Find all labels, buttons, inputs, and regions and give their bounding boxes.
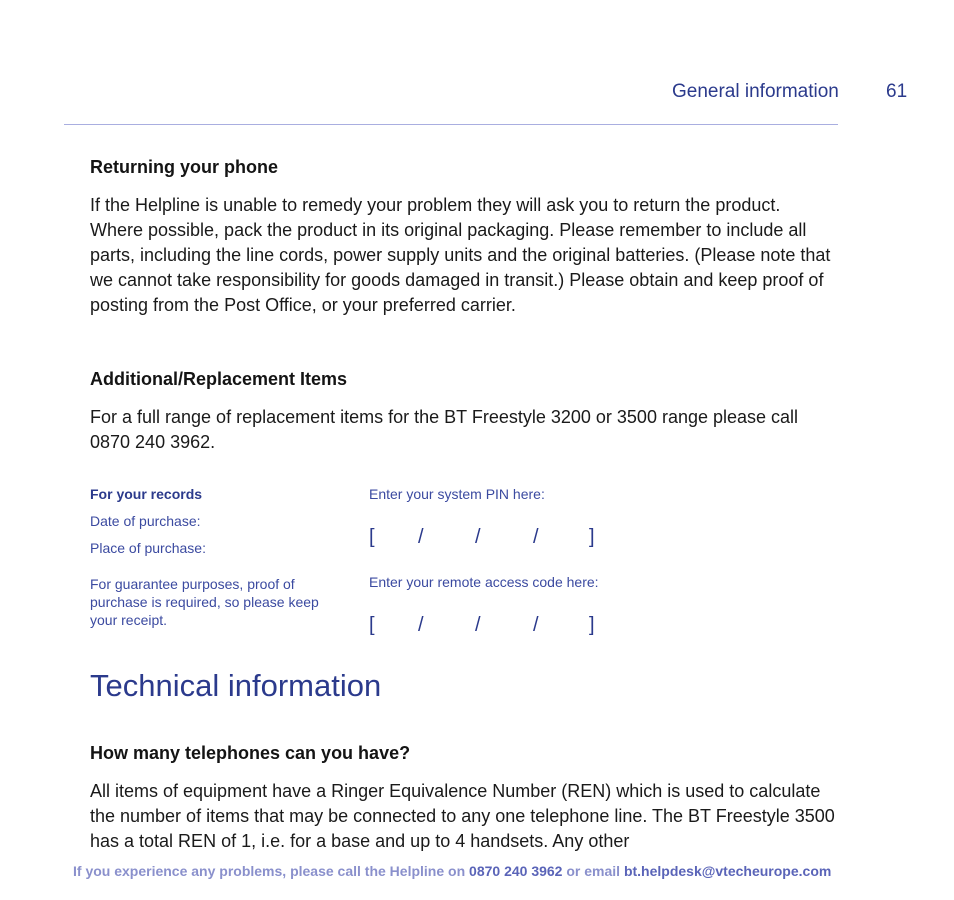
close-bracket: ]	[589, 614, 595, 636]
pin-separator: /	[475, 614, 481, 636]
close-bracket: ]	[589, 526, 595, 548]
helpdesk-email: bt.helpdesk@vtecheurope.com	[623, 863, 832, 879]
footer-prefix: If you experience any problems, please call the Helpline on	[73, 863, 466, 879]
remote-code-field	[369, 614, 609, 638]
section-title: General information	[672, 81, 839, 102]
system-pin-label: Enter your system PIN here:	[369, 486, 545, 502]
open-bracket: [	[369, 526, 375, 548]
telephones-body: All items of equipment have a Ringer Equivalence Number (REN) which is used to calculate the number of items that may be connected to any one telephone line. The BT Freestyle 3500 has a total REN of 1, i.e. for a base and up to 4 handsets. Any other	[90, 781, 835, 851]
footer-middle: or email	[566, 863, 621, 879]
system-pin-field	[369, 526, 609, 550]
records-title: For your records	[90, 486, 203, 502]
page-number: 61	[886, 81, 908, 102]
remote-code-label: Enter your remote access code here:	[369, 574, 599, 590]
additional-body: For a full range of replacement items for the BT Freestyle 3200 or 3500 range please call 0870 240 3962.	[90, 407, 799, 452]
header-divider	[64, 124, 838, 125]
returning-body: If the Helpline is unable to remedy your problem they will ask you to return the product. Where possible, pack the product in its original packaging. Please remember to include all parts, including the line cords, power supply units and the original batteries. (Please note that we cannot take responsibility for goods damaged in transit.) Please obtain and keep proof of posting from the Post Office, or your preferred carrier.	[90, 195, 831, 315]
place-of-purchase-label: Place of purchase:	[90, 540, 206, 556]
pin-separator: /	[475, 526, 481, 548]
guarantee-note: For guarantee purposes, proof of purchase is required, so please keep your receipt.	[90, 576, 319, 628]
date-of-purchase-label: Date of purchase:	[90, 513, 201, 529]
pin-separator: /	[533, 614, 539, 636]
telephones-heading: How many telephones can you have?	[90, 743, 411, 763]
pin-separator: /	[418, 526, 424, 548]
technical-title: Technical information	[90, 668, 382, 703]
returning-heading: Returning your phone	[90, 157, 278, 177]
additional-heading: Additional/Replacement Items	[90, 369, 348, 389]
helpline-footer	[73, 863, 831, 879]
pin-separator: /	[418, 614, 424, 636]
pin-separator: /	[533, 526, 539, 548]
open-bracket: [	[369, 614, 375, 636]
helpline-phone: 0870 240 3962	[469, 863, 563, 879]
